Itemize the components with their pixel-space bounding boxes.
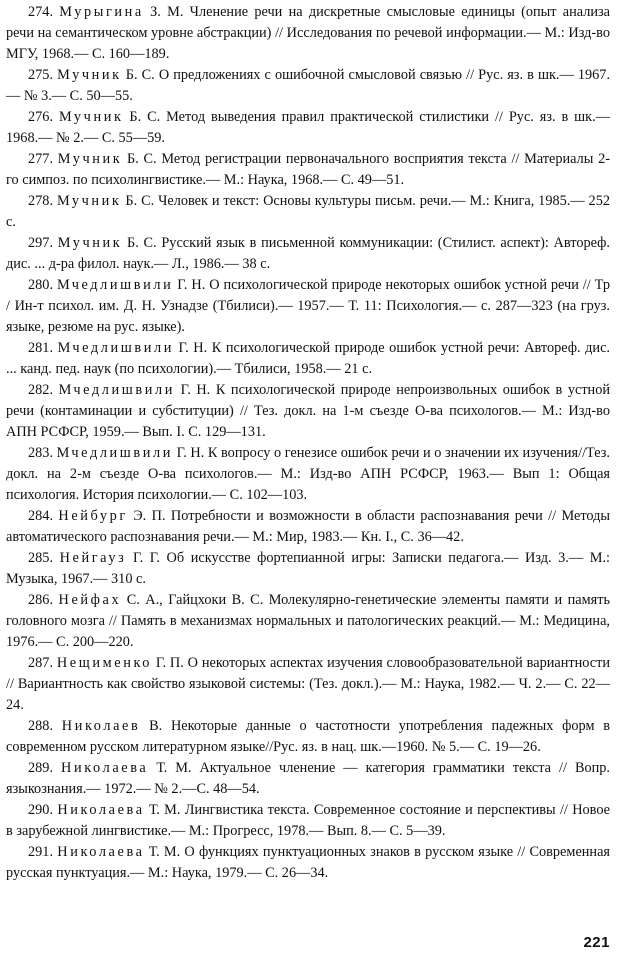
entry-number: 277. (28, 151, 54, 167)
entry-number: 290. (28, 802, 54, 818)
entry-author: Нейбург (58, 508, 128, 524)
entry-author: Мчедлишвили (56, 445, 173, 461)
entry-text: Э. П. Потребности и возможности в области распознавания речи // Методы автоматического распознавания речи.— М.: Мир, 1983.— Кн. I., С. 36—42. (6, 508, 610, 545)
entry-number: 284. (28, 508, 54, 524)
entry-text: Г. Н. О психологической природе некоторых ошибок устной речи // Тр / Ин-т психол. им. Д. Н. Узнадзе (Тбилиси).— 1957.— Т. 11: Психология.— с. 287—323 (на груз. языке, резюме на рус. языке). (6, 277, 610, 335)
bibliography-entry (6, 107, 610, 149)
bibliography-list (6, 2, 610, 884)
entry-author: Николаева (61, 760, 149, 776)
bibliography-entry (6, 653, 610, 716)
entry-text: Г. Н. К психологической природе ошибок устной речи: Автореф. дис. ... канд. пед. наук (по психологии).— Тбилиси, 1958.— 21 с. (6, 340, 611, 377)
entry-author: Мучник (57, 235, 123, 251)
bibliography-entry (6, 191, 610, 233)
entry-number: 288. (28, 718, 54, 734)
entry-number: 282. (28, 382, 54, 398)
entry-number: 274. (28, 4, 54, 20)
entry-number: 281. (28, 340, 54, 356)
entry-number: 280. (28, 277, 54, 293)
bibliography-entry (6, 275, 610, 338)
entry-number: 286. (28, 592, 54, 608)
entry-author: Нещименко (56, 655, 153, 671)
bibliography-entry (6, 506, 610, 548)
page-number: 221 (583, 934, 610, 951)
entry-number: 297. (28, 235, 54, 251)
entry-text: Г. П. О некоторых аспектах изучения словообразовательной вариантности // Вариантность как свойство языковой системы: (Тез. докл.).— М.: Наука, 1982.— Ч. 2.— С. 22—24. (6, 655, 611, 713)
bibliography-entry (6, 758, 610, 800)
bibliography-entry (6, 590, 610, 653)
bibliography-entry (6, 65, 610, 107)
entry-text: С. А., Гайцхоки В. С. Молекулярно-генетические элементы памяти и память головного мозга // Память в механизмах нормальных и патологических реакций.— М.: Медицина, 1976.— С. 200—220. (6, 592, 611, 650)
entry-text: З. М. Членение речи на дискретные смысловые единицы (опыт анализа речи на семантическом уровне абстракции) // Исследования по речевой информации.— М.: Изд-во МГУ, 1968.— С. 160—189. (6, 4, 611, 62)
bibliography-entry (6, 149, 610, 191)
entry-text: Б. С. Метод выведения правил практической стилистики // Рус. яз. в шк.— 1968.— № 2.— С. 55—59. (6, 109, 610, 146)
entry-author: Мчедлишвили (56, 277, 174, 293)
entry-author: Мучник (57, 151, 123, 167)
entry-author: Николаев (61, 718, 141, 734)
entry-author: Николаева (57, 844, 145, 860)
entry-author: Мчедлишвили (57, 340, 174, 356)
bibliography-entry (6, 233, 610, 275)
entry-text: Г. Г. Об искусстве фортепианной игры: Записки педагога.— Изд. 3.— М.: Музыка, 1967.— 310 с. (6, 550, 610, 587)
bibliography-entry (6, 716, 610, 758)
entry-text: Б. С. Метод регистрации первоначального восприятия текста // Материалы 2-го симпоз. по психолингвистике.— М.: Наука, 1968.— С. 49—51. (6, 151, 611, 188)
entry-author: Мучник (57, 67, 122, 83)
entry-text: Т. М. Лингвистика текста. Современное состояние и перспективы // Новое в зарубежной лингвистике.— М.: Прогресс, 1978.— Вып. 8.— С. 5—39. (6, 802, 611, 839)
bibliography-entry (6, 338, 610, 380)
entry-text: Т. М. О функциях пунктуационных знаков в русском языке // Современная русская пунктуация.— М.: Наука, 1979.— С. 26—34. (6, 844, 611, 881)
entry-author: Нейфах (58, 592, 122, 608)
entry-number: 287. (28, 655, 54, 671)
bibliography-entry (6, 443, 610, 506)
entry-number: 289. (28, 760, 54, 776)
entry-number: 291. (28, 844, 54, 860)
entry-number: 276. (28, 109, 54, 125)
bibliography-entry (6, 800, 610, 842)
entry-text: Б. С. О предложениях с ошибочной смысловой связью // Рус. яз. в шк.— 1967.— № 3.— С. 50—55. (6, 67, 611, 104)
bibliography-entry (6, 380, 610, 443)
entry-text: Г. Н. К психологической природе непроизвольных ошибок в устной речи (контаминации и субституции) // Тез. докл. на 1-м съезде О-ва психологов.— М.: Изд-во АПН РСФСР, 1959.— Вып. I. С. 129—131. (6, 382, 611, 440)
entry-author: Мурыгина (59, 4, 144, 20)
entry-number: 285. (28, 550, 54, 566)
bibliography-entry (6, 2, 610, 65)
entry-author: Нейгауз (59, 550, 127, 566)
entry-text: Б. С. Русский язык в письменной коммуникации: (Стилист. аспект): Автореф. дис. ... д-ра филол. наук.— Л., 1986.— 38 с. (6, 235, 610, 272)
bibliography-entry (6, 548, 610, 590)
entry-number: 278. (28, 193, 54, 209)
entry-author: Мучник (56, 193, 122, 209)
entry-author: Николаева (57, 802, 145, 818)
entry-author: Мчедлишвили (58, 382, 175, 398)
entry-author: Мучник (58, 109, 124, 125)
entry-text: Т. М. Актуальное членение — категория грамматики текста // Вопр. языкознания.— 1972.— № 2.—С. 48—54. (6, 760, 611, 797)
bibliography-entry (6, 842, 610, 884)
entry-number: 275. (28, 67, 54, 83)
entry-text: Г. Н. К вопросу о генезисе ошибок речи и о значении их изучения//Тез. докл. на 2-м съезде О-ва психологов.— М.: Изд-во АПН РСФСР, 1963.— Вып 1: Общая психология. История психологии.— С. 102—103. (6, 445, 610, 503)
entry-number: 283. (28, 445, 54, 461)
entry-text: Б. С. Человек и текст: Основы культуры письм. речи.— М.: Книга, 1985.— 252 с. (6, 193, 610, 230)
entry-text: В. Некоторые данные о частотности употребления падежных форм в современном русском литературном языке//Рус. яз. в нац. шк.—1960. № 5.— С. 19—26. (6, 718, 610, 755)
